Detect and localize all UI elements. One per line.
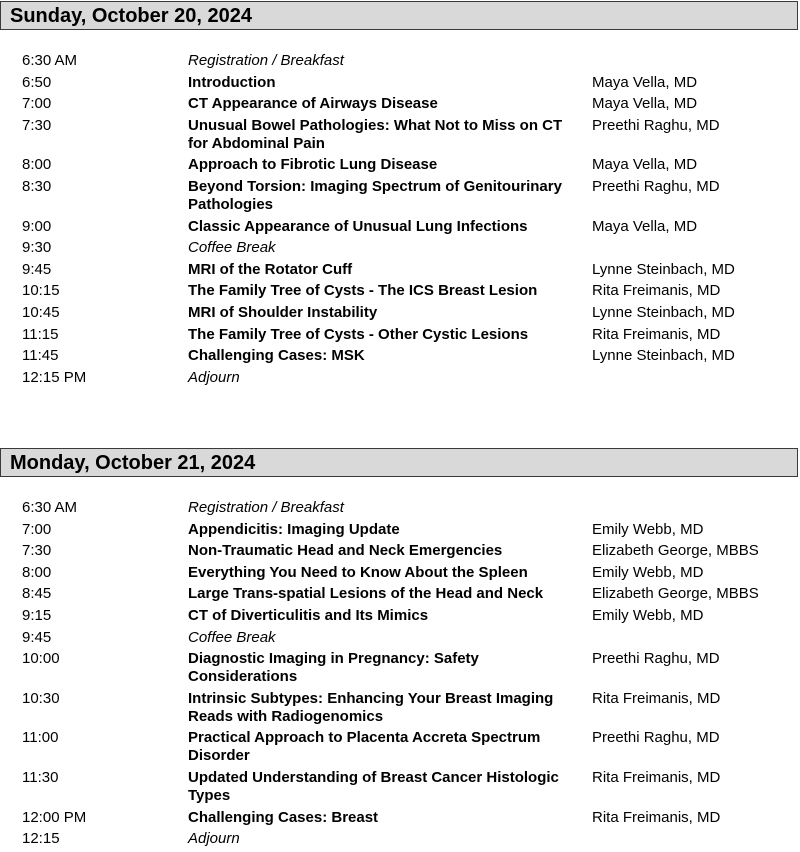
session-title: Adjourn	[188, 368, 240, 386]
session-speaker: Rita Freimanis, MD	[592, 689, 721, 707]
session-title: MRI of the Rotator Cuff	[188, 260, 353, 278]
schedule-break-row	[0, 239, 800, 261]
schedule-monday	[0, 499, 800, 852]
schedule-session-row	[0, 218, 800, 240]
schedule-session-row	[0, 650, 800, 690]
session-title: Beyond Torsion: Imaging Spectrum of Genitourinary Pathologies	[188, 177, 562, 213]
session-title: The Family Tree of Cysts - The ICS Breast Lesion	[188, 282, 538, 300]
session-speaker: Elizabeth George, MBBS	[592, 585, 759, 603]
schedule-session-row	[0, 809, 800, 831]
session-speaker: Lynne Steinbach, MD	[592, 347, 735, 365]
session-speaker: Rita Freimanis, MD	[592, 325, 721, 343]
session-time: 11:30	[22, 768, 59, 786]
session-title: Adjourn	[188, 830, 240, 848]
session-speaker: Preethi Raghu, MD	[592, 116, 720, 134]
session-title: Non-Traumatic Head and Neck Emergencies	[188, 542, 503, 560]
session-speaker: Preethi Raghu, MD	[592, 650, 720, 668]
session-title: CT of Diverticulitis and Its Mimics	[188, 606, 429, 624]
session-speaker: Maya Vella, MD	[592, 156, 698, 174]
schedule-session-row	[0, 564, 800, 586]
session-time: 10:15	[22, 282, 60, 300]
session-time: 9:45	[22, 260, 52, 278]
session-title: Appendicitis: Imaging Update	[188, 520, 400, 538]
schedule-session-row	[0, 521, 800, 543]
session-speaker: Maya Vella, MD	[592, 95, 698, 113]
session-speaker: Maya Vella, MD	[592, 217, 698, 235]
session-title: Approach to Fibrotic Lung Disease	[188, 156, 438, 174]
schedule-session-row	[0, 261, 800, 283]
session-title: Everything You Need to Know About the Spleen	[188, 563, 528, 581]
schedule-break-row	[0, 629, 800, 651]
session-title: Registration / Breakfast	[188, 499, 344, 516]
session-time: 12:15 PM	[22, 368, 87, 386]
session-time: 9:45	[22, 628, 52, 646]
session-time: 9:00	[22, 217, 52, 235]
schedule-session-row	[0, 690, 800, 730]
session-time: 12:15	[22, 830, 60, 848]
session-title: Challenging Cases: MSK	[188, 347, 365, 365]
session-speaker: Lynne Steinbach, MD	[592, 303, 735, 321]
session-speaker: Emily Webb, MD	[592, 520, 704, 538]
schedule-break-row	[0, 830, 800, 852]
session-title: Unusual Bowel Pathologies: What Not to Miss on CT for Abdominal Pain	[188, 116, 563, 152]
session-speaker: Preethi Raghu, MD	[592, 177, 720, 195]
session-title: Classic Appearance of Unusual Lung Infections	[188, 217, 528, 235]
schedule-session-row	[0, 282, 800, 304]
schedule-break-row	[0, 369, 800, 391]
session-time: 10:00	[22, 650, 60, 668]
session-time: 10:30	[22, 689, 60, 707]
session-speaker: Preethi Raghu, MD	[592, 729, 720, 747]
schedule-session-row	[0, 156, 800, 178]
session-time: 12:00 PM	[22, 808, 87, 826]
session-time: 11:15	[22, 325, 59, 343]
schedule-session-row	[0, 542, 800, 564]
schedule-session-row	[0, 326, 800, 348]
session-title: Diagnostic Imaging in Pregnancy: Safety Considerations	[188, 650, 479, 686]
schedule-session-row	[0, 95, 800, 117]
session-title: The Family Tree of Cysts - Other Cystic Lesions	[188, 325, 529, 343]
schedule-session-row	[0, 74, 800, 96]
session-speaker: Emily Webb, MD	[592, 563, 704, 581]
schedule-session-row	[0, 117, 800, 157]
session-title: CT Appearance of Airways Disease	[188, 95, 438, 113]
schedule-session-row	[0, 729, 800, 769]
session-speaker: Elizabeth George, MBBS	[592, 542, 759, 560]
session-time: 8:45	[22, 585, 52, 603]
schedule-break-row	[0, 499, 800, 521]
session-time: 8:30	[22, 177, 52, 195]
session-time: 11:00	[22, 729, 59, 747]
schedule-session-row	[0, 178, 800, 218]
session-speaker: Rita Freimanis, MD	[592, 768, 721, 786]
session-title: Coffee Break	[188, 239, 276, 257]
session-title: MRI of Shoulder Instability	[188, 303, 378, 321]
session-title: Practical Approach to Placenta Accreta Spectrum Disorder	[188, 729, 541, 765]
session-time: 10:45	[22, 303, 60, 321]
session-speaker: Rita Freimanis, MD	[592, 808, 721, 826]
session-title: Coffee Break	[188, 628, 276, 646]
schedule-break-row	[0, 52, 800, 74]
session-time: 8:00	[22, 563, 52, 581]
session-time: 7:00	[22, 520, 52, 538]
schedule-session-row	[0, 304, 800, 326]
session-title: Registration / Breakfast	[188, 52, 344, 69]
session-time: 7:30	[22, 116, 52, 134]
session-title: Intrinsic Subtypes: Enhancing Your Breast Imaging Reads with Radiogenomics	[188, 689, 554, 725]
session-title: Challenging Cases: Breast	[188, 808, 379, 826]
session-time: 7:00	[22, 95, 52, 113]
schedule-session-row	[0, 769, 800, 809]
session-speaker: Emily Webb, MD	[592, 606, 704, 624]
schedule-sunday	[0, 52, 800, 390]
session-title: Introduction	[188, 73, 276, 91]
session-speaker: Rita Freimanis, MD	[592, 282, 721, 300]
schedule-session-row	[0, 585, 800, 607]
session-time: 6:30 AM	[22, 499, 78, 516]
session-time: 7:30	[22, 542, 52, 560]
session-time: 9:30	[22, 239, 52, 257]
day-header-sunday: Sunday, October 20, 2024	[0, 1, 798, 30]
session-speaker: Maya Vella, MD	[592, 73, 698, 91]
day-header-monday: Monday, October 21, 2024	[0, 448, 798, 477]
schedule-session-row	[0, 347, 800, 369]
schedule-session-row	[0, 607, 800, 629]
session-time: 6:50	[22, 73, 52, 91]
session-time: 6:30 AM	[22, 52, 78, 69]
session-time: 11:45	[22, 347, 59, 365]
session-speaker: Lynne Steinbach, MD	[592, 260, 735, 278]
session-title: Large Trans-spatial Lesions of the Head and Neck	[188, 585, 544, 603]
session-time: 9:15	[22, 606, 52, 624]
session-time: 8:00	[22, 156, 52, 174]
session-title: Updated Understanding of Breast Cancer Histologic Types	[188, 768, 559, 804]
